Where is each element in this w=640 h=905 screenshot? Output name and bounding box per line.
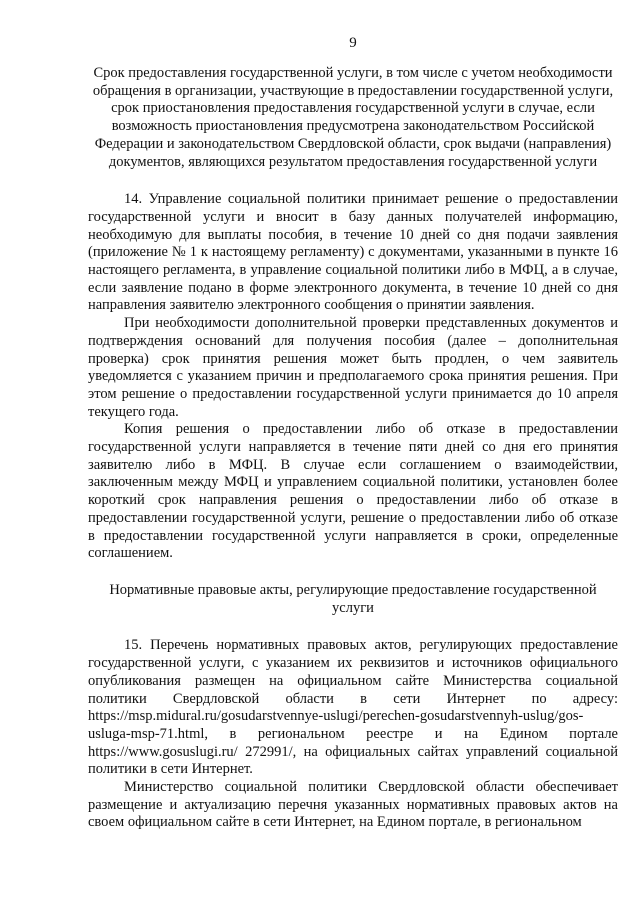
paragraph-ministry-publication: Министерство социальной политики Свердловской области обеспечивает размещение и актуализацию перечня указанных нормативных правовых актов на своем официальном сайте в сети Интернет, на Едином портале, в региональном <box>88 779 618 831</box>
paragraph-15: 15. Перечень нормативных правовых актов, регулирующих предоставление государственной услуги, с указанием их реквизитов и источников официального опубликования размещен на официальном сайте Министерства социальной политики Свердловской области в сети Интернет по адресу: https://msp.midural.ru/gosudarstvennye-uslugi/perechen-gosudarstvennyh-uslug/gos-usluga-msp-71.html, в региональном реестре и на Едином портале https://www.gosuslugi.ru/ 272991/, на официальных сайтах управлений социальной политики в сети Интернет. <box>88 637 618 778</box>
paragraph-decision-copy: Копия решения о предоставлении либо об отказе в предоставлении государственной услуги направляется в течение пяти дней со дня его принятия заявителю либо в МФЦ. В случае если соглашением о взаимодействии, заключенным между МФЦ и управлением социальной политики, установлен более короткий срок направления решения о предоставлении либо об отказе в предоставлении государственной услуги, решение о предоставлении либо об отказе в предоставлении государственной услуги направляется в сроки, определенные соглашением. <box>88 421 618 562</box>
section-heading-service-term: Срок предоставления государственной услуги, в том числе с учетом необходимости обращения в организации, участвующие в предоставлении государственной услуги, срок приостановления предоставления государственной услуги в случае, если возможность приостановления предусмотрена законодательством Российской Федерации и законодательством Свердловской области, срок выдачи (направления) документов, являющихся результатом предоставления государственной услуги <box>92 65 614 170</box>
document-page <box>88 34 618 832</box>
page-number: 9 <box>349 35 357 51</box>
paragraph-additional-check: При необходимости дополнительной проверки представленных документов и подтверждения оснований для получения пособия (далее – дополнительная проверка) срок принятия решения может быть продлен, о чем заявитель уведомляется с указанием причин и предполагаемого срока принятия решения. При этом решение о предоставлении государственной услуги принимается до 10 апреля текущего года. <box>88 315 618 420</box>
paragraph-14: 14. Управление социальной политики принимает решение о предоставлении государственной услуги и вносит в базу данных получателей информацию, необходимую для выплаты пособия, в течение 10 дней со дня подачи заявления (приложение № 1 к настоящему регламенту) с документами, указанными в пункте 16 настоящего регламента, в управление социальной политики либо в МФЦ, а в случае, если заявление подано в форме электронного документа, в течение 10 дней со дня направления заявителю электронного сообщения о принятии заявления. <box>88 191 618 314</box>
section-heading-legal-acts: Нормативные правовые акты, регулирующие предоставление государственной услуги <box>109 581 597 616</box>
